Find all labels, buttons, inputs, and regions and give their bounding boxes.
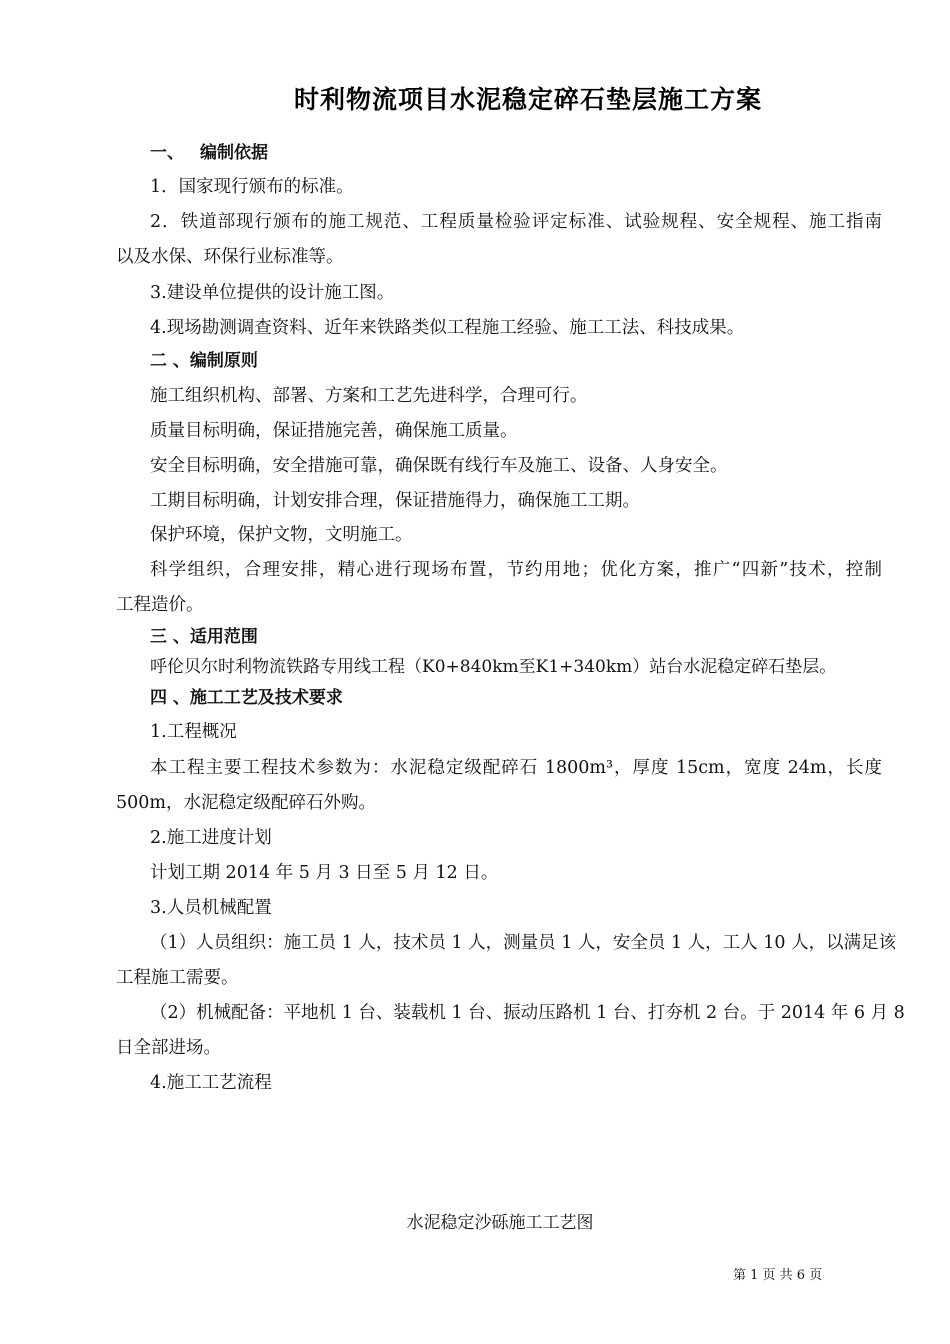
- paragraph: 2．铁道部现行颁布的施工规范、工程质量检验评定标准、试验规程、安全规程、施工指南: [150, 212, 882, 232]
- paragraph: 工期目标明确，计划安排合理，保证措施得力，确保施工工期。: [150, 491, 640, 511]
- section-heading-2: 二 、编制原则: [150, 351, 258, 371]
- paragraph-continuation: 工程施工需要。: [116, 968, 239, 988]
- section-heading-4: 四 、施工工艺及技术要求: [150, 688, 343, 708]
- figure-caption: 水泥稳定沙砾施工工艺图: [406, 1213, 594, 1233]
- paragraph: 本工程主要工程技术参数为：水泥稳定级配碎石 1800m³，厚度 15cm，宽度 24m，长度: [150, 758, 882, 778]
- paragraph: 安全目标明确，安全措施可靠，确保既有线行车及施工、设备、人身安全。: [150, 456, 728, 476]
- section-number: 一、: [150, 143, 184, 163]
- paragraph: 4.现场勘测调查资料、近年来铁路类似工程施工经验、施工工法、科技成果。: [150, 318, 745, 338]
- paragraph: 科学组织，合理安排，精心进行现场布置，节约用地；优化方案，推广“四新”技术，控制: [150, 560, 882, 580]
- page-footer: 第 1 页 共 6 页: [733, 1268, 823, 1283]
- paragraph: 施工组织机构、部署、方案和工艺先进科学，合理可行。: [150, 386, 588, 406]
- subheading: 2.施工进度计划: [150, 828, 272, 848]
- section-heading-1: [150, 142, 268, 164]
- subheading: 1.工程概况: [150, 722, 237, 742]
- paragraph: 3.建设单位提供的设计施工图。: [150, 283, 395, 303]
- section-heading-3: 三 、适用范围: [150, 627, 258, 647]
- paragraph: 呼伦贝尔时利物流铁路专用线工程（K0+840km至K1+340km）站台水泥稳定碎石垫层。: [150, 657, 837, 677]
- paragraph: （2）机械配备：平地机 1 台、装载机 1 台、振动压路机 1 台、打夯机 2 台。于 2014 年 6 月 8: [150, 1003, 905, 1023]
- paragraph: 保护环境，保护文物，文明施工。: [150, 525, 413, 545]
- subheading: 3.人员机械配置: [150, 898, 272, 918]
- paragraph: 计划工期 2014 年 5 月 3 日至 5 月 12 日。: [150, 863, 499, 883]
- paragraph: 1．国家现行颁布的标准。: [150, 177, 354, 197]
- paragraph-continuation: 500m，水泥稳定级配碎石外购。: [116, 793, 376, 813]
- section-label: 编制依据: [200, 143, 268, 163]
- paragraph-continuation: 日全部进场。: [116, 1038, 221, 1058]
- paragraph-continuation: 以及水保、环保行业标准等。: [116, 247, 344, 267]
- paragraph: （1）人员组织：施工员 1 人，技术员 1 人，测量员 1 人，安全员 1 人，工人 10 人，以满足该: [150, 933, 897, 953]
- paragraph: 质量目标明确，保证措施完善，确保施工质量。: [150, 421, 518, 441]
- subheading: 4.施工工艺流程: [150, 1073, 272, 1093]
- document-title: 时利物流项目水泥稳定碎石垫层施工方案: [293, 85, 762, 114]
- paragraph-continuation: 工程造价。: [116, 595, 204, 615]
